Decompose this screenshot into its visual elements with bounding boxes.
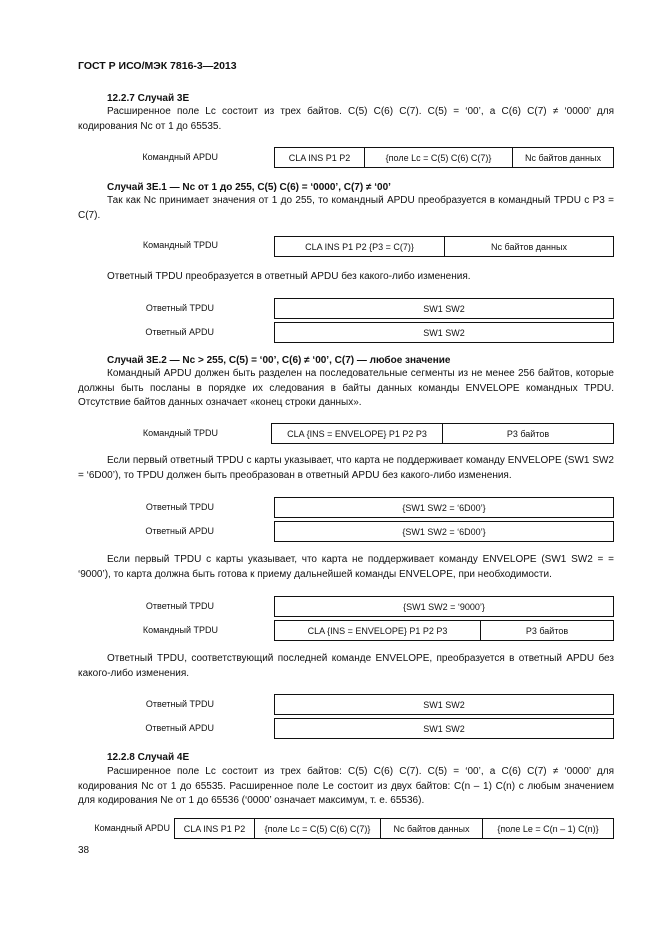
tpdu-table-3e1 xyxy=(274,236,614,257)
apdu-table-4e xyxy=(174,818,614,839)
response-apdu-row xyxy=(274,718,614,739)
paragraph-response: Ответный TPDU преобразуется в ответный APDU без какого-либо изменения. xyxy=(107,271,471,282)
table-cell: SW1 SW2 xyxy=(423,723,465,734)
table-label: Командный APDU xyxy=(142,152,218,162)
table-cell: P3 байтов xyxy=(506,428,550,439)
table-cell: CLA {INS = ENVELOPE} P1 P2 P3 xyxy=(272,424,443,443)
table-cell: {поле Lc = C(5) C(6) C(7)} xyxy=(255,819,381,838)
table-label: Ответный TPDU xyxy=(145,699,214,709)
section-heading-4e: 12.2.8 Случай 4E xyxy=(107,752,190,763)
table-cell: {поле Lc = C(5) C(6) C(7)} xyxy=(365,148,513,167)
table-label: Ответный APDU xyxy=(145,526,214,536)
section-heading-3e: 12.2.7 Случай 3E xyxy=(107,93,190,104)
table-label: Командный APDU xyxy=(94,823,170,833)
table-cell: CLA INS P1 P2 {P3 = C(7)} xyxy=(275,237,445,256)
table-cell: {поле Le = C(n – 1) C(n)} xyxy=(497,823,599,834)
paragraph-4e: Расширенное поле Lc состоит из трех байтов: С(5) С(6) С(7). С(5) = ‘00’, а С(6) С(7) ≠ ‘0000’ для кодирования Nc от 1 до 65535. Расширенное поле Le состоит из двух байтов: С(n – 1) С(n) с любым значением для кодирования Ne от 1 до 65536 (‘0000’ означает максимум, т. е. 65536). xyxy=(78,766,614,806)
table-label: Командный TPDU xyxy=(142,625,218,635)
tpdu-table-3e2 xyxy=(271,423,614,444)
table-cell: {SW1 SW2 = ‘9000’} xyxy=(403,601,485,612)
subsection-heading-3e1: Случай 3Е.1 — Nc от 1 до 255, С(5) С(6) = ‘0000’, С(7) ≠ ‘00’ xyxy=(107,182,391,193)
table-label: Командный TPDU xyxy=(142,428,218,438)
table-label: Ответный TPDU xyxy=(145,303,214,313)
response-tpdu-row xyxy=(274,694,614,715)
response-apdu-row xyxy=(274,521,614,542)
table-cell: P3 байтов xyxy=(525,625,569,636)
apdu-table-3e xyxy=(274,147,614,168)
response-tpdu-row xyxy=(274,596,614,617)
table-cell: CLA INS P1 P2 xyxy=(275,148,365,167)
page-number: 38 xyxy=(78,845,90,856)
response-apdu-row xyxy=(274,322,614,343)
subsection-heading-3e2: Случай 3Е.2 — Nc > 255, С(5) = ‘00’, С(6) ≠ ‘00’, С(7) — любое значение xyxy=(107,355,451,366)
response-tpdu-row xyxy=(274,497,614,518)
table-label: Ответный TPDU xyxy=(145,601,214,611)
paragraph-6d00: Если первый ответный TPDU с карты указывает, что карта не поддерживает команду ENVELOPE (SW1 SW2 = ‘6D00’), то TPDU должен быть преобразован в ответный APDU без какого-либо изменения. xyxy=(78,455,614,481)
paragraph-last-envelope: Ответный TPDU, соответствующий последней команде ENVELOPE, преобразуется в ответный APDU без какого-либо изменения. xyxy=(78,653,614,679)
paragraph-3e1: Так как Nc принимает значения от 1 до 255, то командный APDU преобразуется в командный TPDU с Р3 = С(7). xyxy=(78,195,614,221)
table-cell: {SW1 SW2 = ‘6D00’} xyxy=(402,502,486,513)
table-cell: SW1 SW2 xyxy=(423,699,465,710)
response-tpdu-row xyxy=(274,298,614,319)
table-label: Ответный APDU xyxy=(145,327,214,337)
document-header: ГОСТ Р ИСО/МЭК 7816-3—2013 xyxy=(78,60,237,72)
paragraph-3e: Расширенное поле Lc состоит из трех байтов. С(5) С(6) С(7). С(5) = ‘00’, а С(6) С(7) ≠ ‘0000’ для кодирования Nc от 1 до 65535. xyxy=(78,106,614,132)
command-tpdu-row xyxy=(274,620,614,641)
table-cell: Nc байтов данных xyxy=(525,152,601,163)
table-label: Командный TPDU xyxy=(142,240,218,250)
paragraph-9000: Если первый TPDU с карты указывает, что карта не поддерживает команду ENVELOPE (SW1 SW2 = = ‘9000’), то карта должна быть готова к приему дальнейшей команды ENVELOPE, при необходимости. xyxy=(78,554,614,580)
paragraph-3e2: Командный APDU должен быть разделен на последовательные сегменты из не менее 256 байтов, которые должны быть посланы в порядке их следования в байты данных команды ENVELOPE командных TPDU. Отсутствие байтов данных означает «конец строки данных». xyxy=(78,368,614,408)
table-cell: CLA {INS = ENVELOPE} P1 P2 P3 xyxy=(275,621,481,640)
table-cell: SW1 SW2 xyxy=(423,303,465,314)
table-cell: Nc байтов данных xyxy=(491,241,567,252)
table-cell: CLA INS P1 P2 xyxy=(175,819,255,838)
table-cell: {SW1 SW2 = ‘6D00’} xyxy=(402,526,486,537)
table-label: Ответный TPDU xyxy=(145,502,214,512)
table-cell: Nc байтов данных xyxy=(381,819,483,838)
table-label: Ответный APDU xyxy=(145,723,214,733)
table-cell: SW1 SW2 xyxy=(423,327,465,338)
